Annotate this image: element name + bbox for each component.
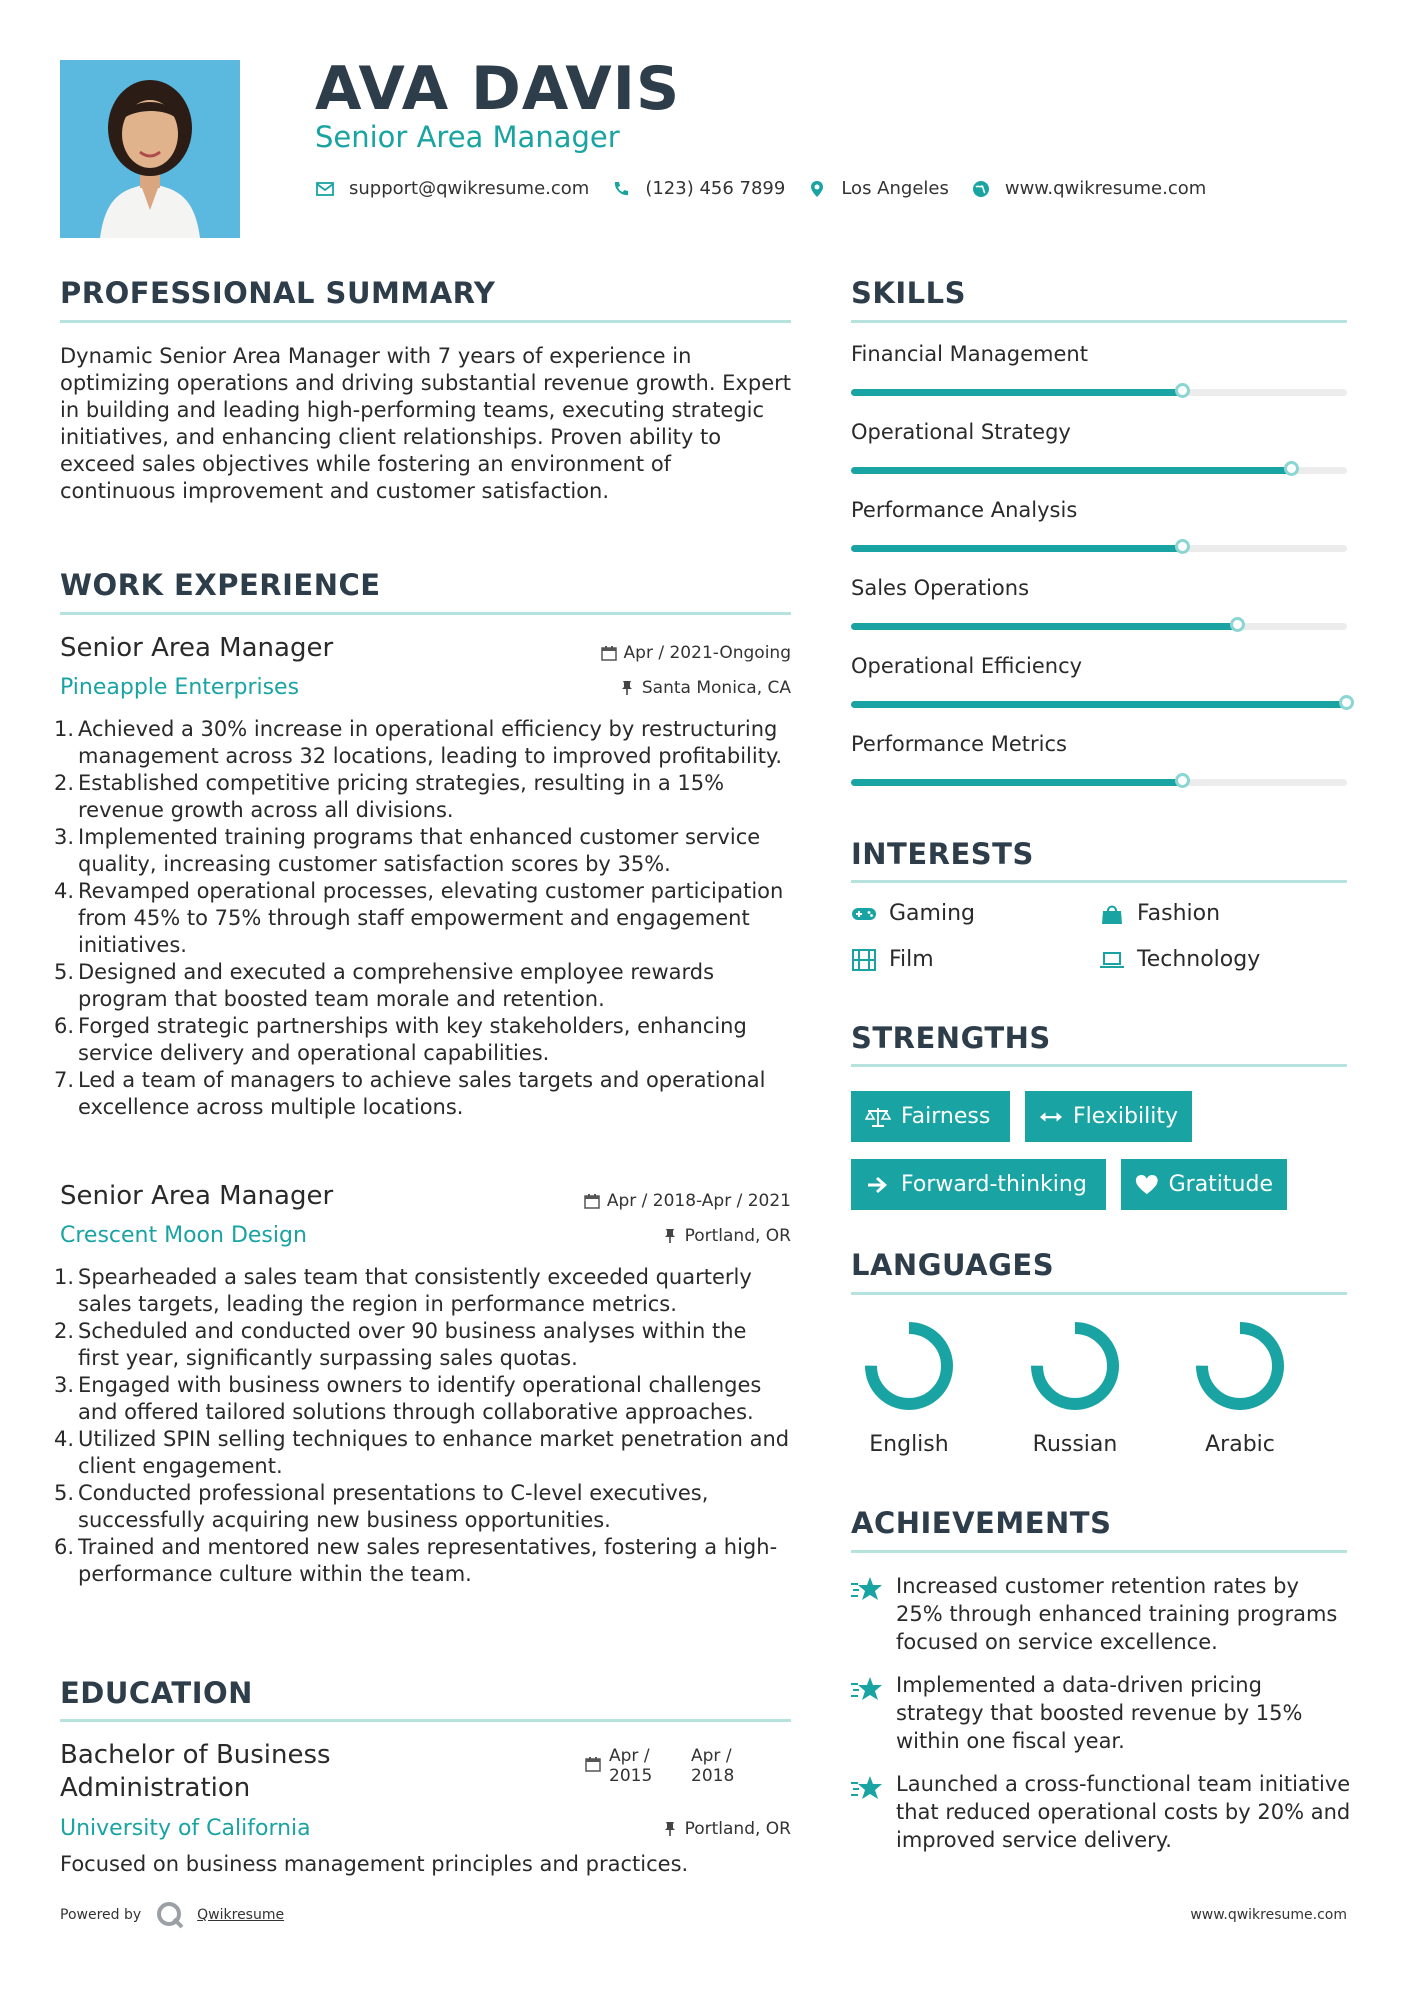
language-name: English [869,1432,949,1457]
contact-location: Los Angeles [841,178,949,199]
job-bullet-list [54,716,791,1121]
bullet-text: Led a team of managers to achieve sales targets and operational excellence across multiple locations. [78,1068,766,1119]
strength-badge [851,1091,1010,1142]
job-dates [601,643,791,663]
powered-by-label: Powered by [60,1907,142,1923]
language-ring [1192,1318,1288,1414]
interest-technology [1099,947,1260,972]
envelope-icon [315,179,335,199]
language-item [849,1318,969,1457]
bullet-text: Spearheaded a sales team that consistently exceeded quarterly sales targets, leading the region in performance metrics. [78,1265,752,1316]
list-item: 6. Trained and mentored new sales representatives, fostering a high-performance culture within the team. [54,1535,778,1586]
strength-label: Flexibility [1073,1104,1178,1129]
company-name: Crescent Moon Design [60,1223,307,1248]
skill-bar-fill [851,467,1292,474]
bullet-text: Engaged with business owners to identify operational challenges and offered tailored solutions through collaborative approaches. [78,1373,762,1424]
strength-label: Gratitude [1168,1172,1273,1197]
bullet-text: Achieved a 30% increase in operational efficiency by restructuring management across 32 locations, leading to improved profitability. [78,717,783,768]
degree-line-1: Bachelor of Business [60,1740,331,1770]
skill-label: Sales Operations [851,576,1030,600]
language-name: Arabic [1205,1432,1275,1457]
summary-text: Dynamic Senior Area Manager with 7 years of experience in optimizing operations and driving substantial revenue growth. Expert in building and leading high-performing teams, executing strategic initiatives, and enhancing client relationships. Proven ability to exceed sales objectives while fostering an environment of continuous improvement and customer satisfaction. [60,344,791,503]
star-badge-icon [850,1574,884,1604]
calendar-icon [585,1756,601,1772]
language-name: Russian [1032,1432,1118,1457]
job-title: Senior Area Manager [60,1181,334,1211]
interests-heading: INTERESTS [851,837,1034,871]
skill-bar-fill [851,701,1347,708]
contact-phone[interactable]: (123) 456 7899 [645,178,786,199]
company-name: Pineapple Enterprises [60,675,300,700]
interest-label: Technology [1137,947,1261,972]
interest-film [851,947,934,972]
education-end: Apr / 2018 [691,1746,735,1786]
education-dates [585,1746,753,1786]
skill-bar-fill [851,389,1183,396]
skills-rule [851,320,1347,323]
bullet-text: Implemented training programs that enhanced customer service quality, increasing customer satisfaction scores by 35%. [78,825,761,876]
achievement-text: Launched a cross-functional team initiative that reduced operational costs by 20% and improved service delivery. [896,1772,1351,1852]
calendar-icon [584,1193,600,1209]
language-ring-arc [1202,1328,1278,1404]
education-location-text: Portland, OR [684,1819,791,1839]
job-dates-text: Apr / 2021-Ongoing [623,643,791,663]
list-item: 3. Implemented training programs that enhanced customer service quality, increasing customer satisfaction scores by 35%. [54,825,761,876]
job-location-text: Santa Monica, CA [641,678,791,698]
skill-bar [851,467,1347,474]
strength-label: Forward-thinking [901,1172,1087,1197]
skill-bar-knob [1175,773,1190,788]
star-badge-icon [850,1674,884,1704]
languages-heading: LANGUAGES [851,1248,1055,1282]
star-badge-icon [850,1773,884,1803]
bullet-text: Designed and executed a comprehensive employee rewards program that boosted team morale and retention. [78,960,715,1011]
map-pin-icon [807,179,827,199]
skill-bar-knob [1175,383,1190,398]
list-item: 7. Led a team of managers to achieve sales targets and operational excellence across multiple locations. [54,1068,766,1119]
skill-bar-knob [1339,695,1354,710]
summary-heading: PROFESSIONAL SUMMARY [60,276,496,310]
list-item: 4. Utilized SPIN selling techniques to enhance market penetration and client engagement. [54,1427,790,1478]
education-description: Focused on business management principles and practices. [60,1852,689,1876]
strengths-heading: STRENGTHS [851,1021,1051,1055]
achievements-rule [851,1550,1347,1553]
skill-bar [851,623,1347,630]
pin-icon [662,1821,678,1837]
strength-badge [1121,1159,1287,1210]
list-item: 1. Achieved a 30% increase in operational efficiency by restructuring management across 32 locations, leading to improved profitability. [54,717,783,768]
skill-bar-fill [851,623,1238,630]
interest-fashion [1099,901,1220,926]
film-icon [851,949,877,971]
skill-label: Operational Efficiency [851,654,1083,678]
footer-website[interactable]: www.qwikresume.com [1190,1907,1347,1923]
skill-bar-fill [851,779,1183,786]
pin-icon [619,680,635,696]
skill-label: Performance Metrics [851,732,1067,756]
laptop-icon [1099,949,1125,971]
skill-bar-knob [1230,617,1245,632]
job-dates-text: Apr / 2018-Apr / 2021 [606,1191,791,1211]
contact-bar [315,178,1228,199]
language-ring-arc [1037,1328,1113,1404]
strengths-rule [851,1064,1347,1067]
skill-bar [851,779,1347,786]
heart-icon [1135,1173,1159,1197]
bullet-text: Utilized SPIN selling techniques to enhance market penetration and client engagement. [78,1427,790,1478]
school-name: University of California [60,1816,311,1841]
footer-powered-by [60,1900,284,1930]
languages-rule [851,1292,1347,1295]
calendar-icon [601,645,617,661]
gamepad-icon [851,903,877,925]
strength-badge [1025,1091,1192,1142]
education-heading: EDUCATION [60,1676,253,1710]
shopping-bag-icon [1099,903,1125,925]
interest-label: Film [889,947,934,972]
skill-bar-fill [851,545,1183,552]
education-location [662,1819,791,1839]
qwikresume-logo-icon [155,1900,185,1930]
list-item: 3. Engaged with business owners to identify operational challenges and offered tailored solutions through collaborative approaches. [54,1373,762,1424]
job-location-text: Portland, OR [684,1226,791,1246]
experience-heading: WORK EXPERIENCE [60,568,381,602]
list-item: 5. Conducted professional presentations to C-level executives, successfully acquiring new business opportunities. [54,1481,709,1532]
experience-rule [60,612,791,615]
brand-link[interactable]: Qwikresume [197,1907,285,1923]
summary-rule [60,320,791,323]
profile-photo-illustration [60,60,240,238]
strength-badge [851,1159,1106,1210]
achievement-text: Increased customer retention rates by 25% through enhanced training programs focused on service excellence. [896,1574,1338,1654]
interests-rule [851,880,1347,883]
bullet-text: Forged strategic partnerships with key stakeholders, enhancing service delivery and operational capabilities. [78,1014,747,1065]
skill-bar [851,701,1347,708]
job-title: Senior Area Manager [60,633,334,663]
language-ring-arc [871,1328,947,1404]
achievement-text: Implemented a data-driven pricing strategy that boosted revenue by 15% within one fiscal year. [896,1673,1303,1753]
pin-icon [662,1228,678,1244]
list-item: 4. Revamped operational processes, elevating customer participation from 45% to 75% through staff empowerment and engagement initiatives. [54,879,784,957]
contact-website[interactable]: www.qwikresume.com [1004,178,1207,199]
bullet-text: Scheduled and conducted over 90 business analyses within the first year, significantly surpassing sales quotas. [78,1319,747,1370]
bullet-text: Trained and mentored new sales representatives, fostering a high-performance culture within the team. [78,1535,778,1586]
job-dates [584,1191,791,1211]
arrows-horizontal-icon [1039,1105,1063,1129]
skill-bar [851,389,1347,396]
candidate-name: AVA DAVIS [315,54,681,124]
list-item: 1. Spearheaded a sales team that consistently exceeded quarterly sales targets, leading the region in performance metrics. [54,1265,752,1316]
bullet-text: Conducted professional presentations to C-level executives, successfully acquiring new business opportunities. [78,1481,709,1532]
job-bullet-list [54,1264,791,1588]
arrow-right-icon [865,1173,891,1197]
bullet-text: Established competitive pricing strategies, resulting in a 15% revenue growth across all divisions. [78,771,725,822]
list-item: 2. Established competitive pricing strategies, resulting in a 15% revenue growth across all divisions. [54,771,725,822]
language-ring [1027,1318,1123,1414]
education-rule [60,1719,791,1722]
profile-photo [60,60,240,238]
education-start: Apr / 2015 [609,1746,653,1786]
interest-label: Gaming [889,901,975,926]
skill-label: Operational Strategy [851,420,1071,444]
job-location [619,678,791,698]
skill-label: Performance Analysis [851,498,1078,522]
list-item: 2. Scheduled and conducted over 90 business analyses within the first year, significantly surpassing sales quotas. [54,1319,747,1370]
degree-line-2: Administration [60,1773,251,1803]
job-location [662,1226,791,1246]
list-item: 5. Designed and executed a comprehensive employee rewards program that boosted team morale and retention. [54,960,715,1011]
balance-scale-icon [865,1105,891,1129]
language-item [1180,1318,1300,1457]
skill-label: Financial Management [851,342,1088,366]
interest-gaming [851,901,975,926]
achievements-heading: ACHIEVEMENTS [851,1506,1112,1540]
skill-bar-knob [1175,539,1190,554]
language-item [1015,1318,1135,1457]
list-item: 6. Forged strategic partnerships with key stakeholders, enhancing service delivery and operational capabilities. [54,1014,747,1065]
bullet-text: Revamped operational processes, elevating customer participation from 45% to 75% through staff empowerment and engagement initiatives. [78,879,784,957]
candidate-title: Senior Area Manager [315,120,620,154]
phone-icon [611,179,631,199]
skill-bar [851,545,1347,552]
strength-label: Fairness [901,1104,991,1129]
globe-icon [971,179,991,199]
language-ring [861,1318,957,1414]
skill-bar-knob [1284,461,1299,476]
contact-email[interactable]: support@qwikresume.com [349,178,590,199]
skills-heading: SKILLS [851,276,966,310]
interest-label: Fashion [1137,901,1221,926]
